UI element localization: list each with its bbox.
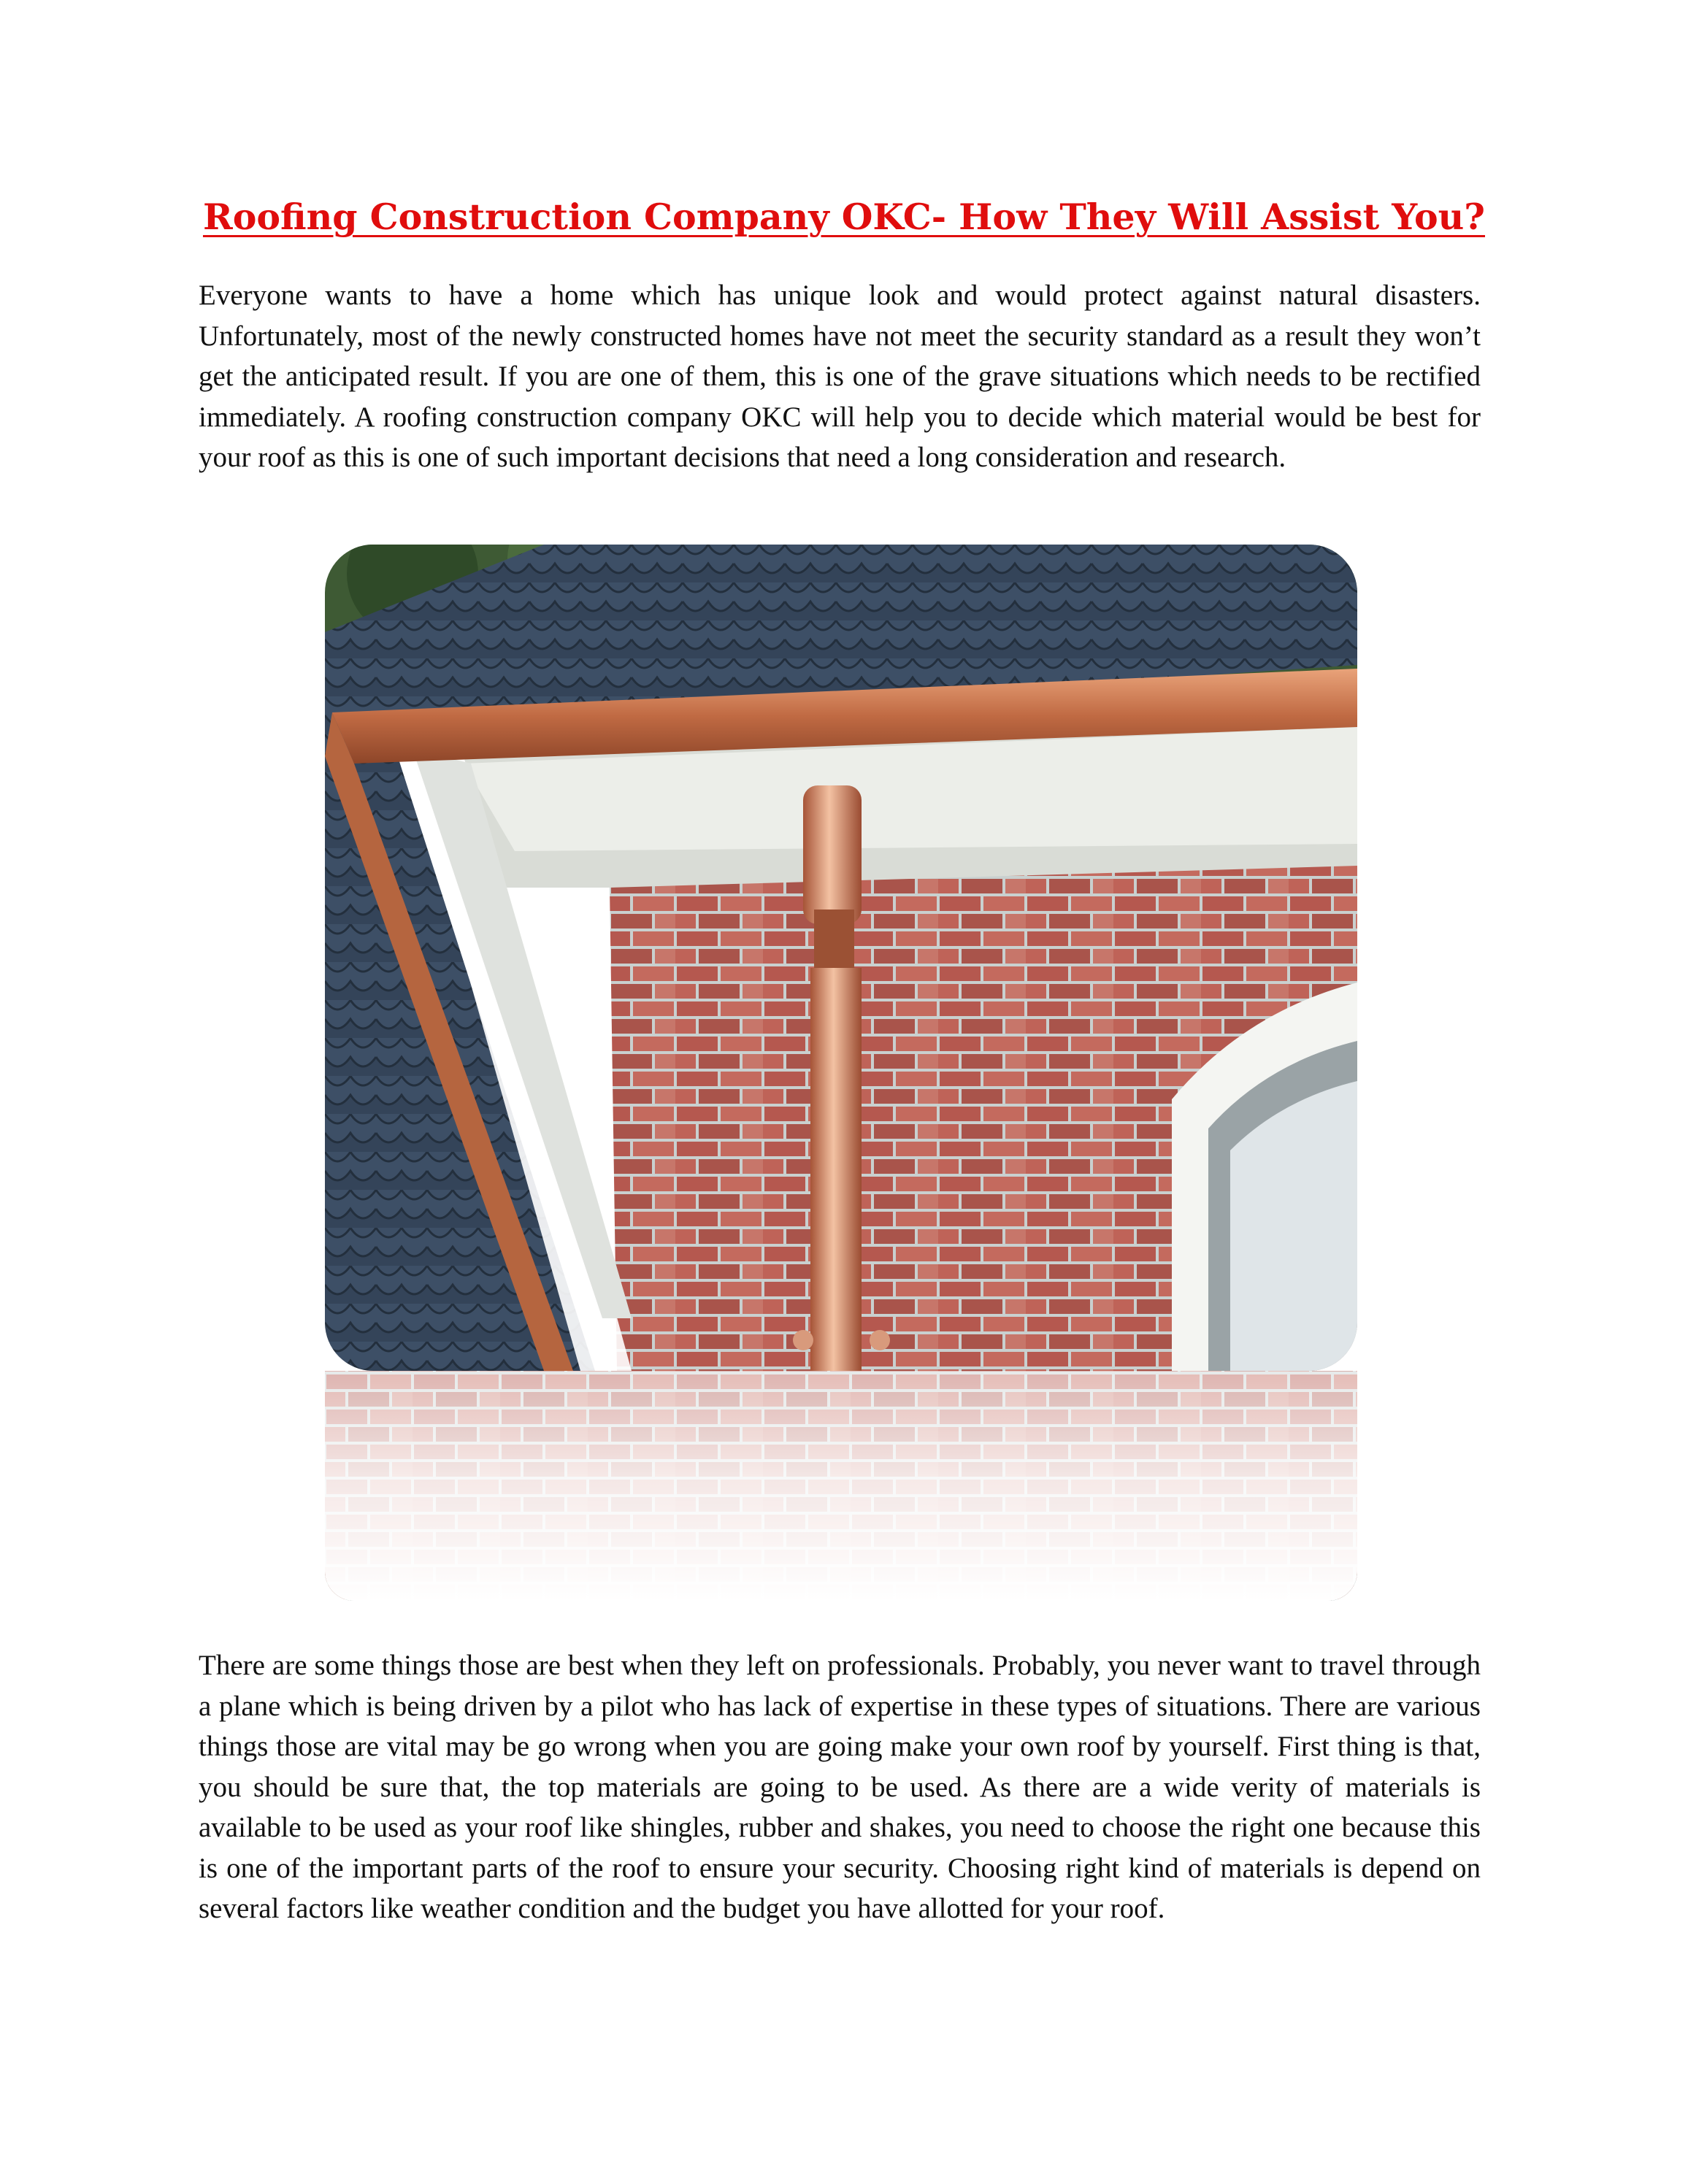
body-paragraph: There are some things those are best when they left on professionals. Probably, you never want to travel through a plane which is being driven by a pilot who has lack of expertise in these types of situations. There are various things those are vital may be go wrong when you are going make your own roof by yourself. First thing is that, you should be sure that, the top materials are going to be used. As there are a wide verity of materials is available to be used as your roof like shingles, rubber and shakes, you need to choose the right one because this is one of the important parts of the roof to ensure your security. Choosing right kind of materials is depend on several factors like weather condition and the budget you have allotted for your roof. [199,1650,1481,1924]
roof-gutter-photo-reflection [325,1371,1357,1601]
roof-gutter-photo [325,545,1357,1371]
intro-paragraph: Everyone wants to have a home which has unique look and would protect against natural disasters. Unfortunately, most of the newly constructed homes have not meet the security standard as a result they won’t get the anticipated result. If you are one of them, this is one of the grave situations which needs to be rectified immediately. A roofing construction company OKC will help you to decide which material would be best for your roof as this is one of such important decisions that need a long consideration and research. [199,280,1481,473]
page-title-text: Roofing Construction Company OKC- How They Will Assist You? [202,196,1486,238]
page-title [0,191,1688,242]
